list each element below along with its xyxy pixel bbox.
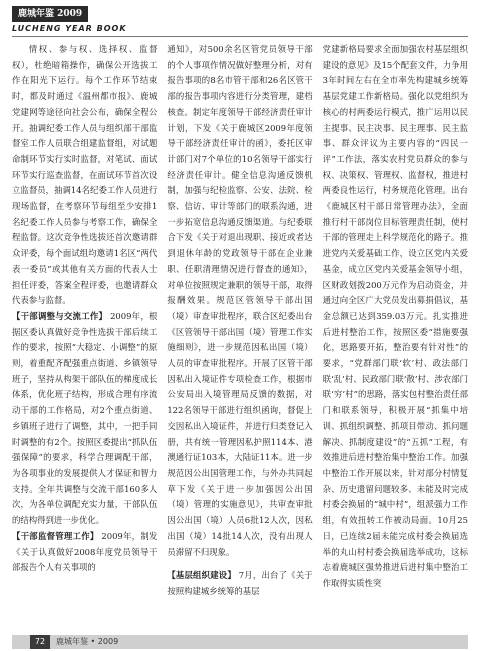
column-1 <box>12 42 157 617</box>
section-body: 7月，出台了《关于按照构建城乡统筹的基层 <box>167 570 313 596</box>
section-body: 2009年，制发《关于认真做好2008年度党员领导干部报告个人有关事项的 <box>12 530 158 573</box>
section-title: 干部调整与交流工作 <box>20 310 99 321</box>
column-3 <box>323 42 468 617</box>
column-2 <box>167 42 312 617</box>
section-bracket-open: 【 <box>12 310 21 321</box>
page-number: 72 <box>30 635 50 649</box>
yearbook-title: 鹿城年鉴 2009 <box>12 6 88 22</box>
section-body: 2009年，根据区委认真做好竞争性选拔干部后续工作的要求，按照“大稳定、小调整”的原则，着重配齐配强重点街道、乡镇领导班子，坚持从构架干部队伍的梯度成长体系，优化班子结构，形成合理有序流动干部的工作格局，对2个重点街道、乡镇班子进行了调整，其中，一把手同时调整的有2个。按照区委提出“抓队伍强保障”的要求，科学合理调配干部，为各项事业的发展提供人才保证和智力支持。全年共调整与交流干部160多人次，为各单位调配充实力量，干部队伍的结构得到进一步优化。 <box>12 310 158 526</box>
section-bracket-open: 【 <box>12 530 21 541</box>
footer-bar <box>12 635 468 649</box>
page-header <box>0 0 480 40</box>
section-title: 干部监督管理工作 <box>20 530 90 541</box>
section-title: 基层组织建设 <box>175 570 228 581</box>
text-columns <box>12 42 468 617</box>
body-paragraph: 情权、参与权、选择权、监督权），杜绝暗箱操作，确保公开选拔工作在阳光下运行。每个工作环节结束时，都及时通过《温州都市报》、鹿城党建网等途径向社会公布，确保全程公开。抽调纪委工作人员与组织部干部监督室工作人员联合组建监督组，对试题命制环节实行实时监督，对笔试、面试环节实行巡查监督，在面试环节首次设立监督员，抽调14名纪委工作人员进行现场监督，在考察环节每组至少安排1名纪委工作人员参与考察工作，确保全程监督。这次竞争性选拔还首次邀请群众评委，每个面试组均邀请1名区“两代表一委员”或其他有关方面的代表人士担任评委，答案全程评委，也邀请群众代表参与监督。 <box>12 44 158 306</box>
section-bracket-open: 【 <box>167 570 176 581</box>
section-bracket-close: 】 <box>89 530 99 541</box>
section-paragraph <box>12 529 157 576</box>
footer-label: 鹿城年鉴 • 2009 <box>56 637 119 646</box>
yearbook-subtitle: LUCHENG YEAR BOOK <box>12 24 127 33</box>
section-paragraph <box>12 309 157 529</box>
section-paragraph <box>167 568 312 599</box>
page-footer <box>0 627 480 651</box>
section-bracket-close: 】 <box>98 310 108 321</box>
section-bracket-close: 】 <box>227 570 236 581</box>
body-paragraph: 党建新格局要求全面加强农村基层组织建设的意见》及15个配套文件，力争用3年时间左右在全市率先构建城乡统筹基层党建工作新格局。强化以党组织为核心的村两委运行模式，推广运用以民主提事、民主决事、民主理事、民主监事、群众评议为主要内容的“四民一评”工作法，落实农村党员群众的参与权、决策权、管理权、监督权，推进村两委良性运行，村务规范化管理。出台《鹿城区村干部日常管理办法》，全面推行村干部岗位目标管理责任制，使村干部的管理走上科学规范化的路子。推进党内关爱基础工作，设立区党内关爱基金，成立区党内关爱基金领导小组，区财政划拨200万元作为启动资金，并通过向全区广大党员发出募捐倡议，基金总额已达到359.03万元。扎实推进后进村整治工作，按照区委“措施要强化，思路要开拓，整治要有针对性”的要求，“党群部门联‘软’村、政法部门联‘乱’村、民政部门联‘散’村、涉农部门联‘穷’村”的思路，落实包村整治责任部门和联系领导，积极开展“抓集中培训、抓组织调整、抓项目带动、抓问题解决、抓制度建设”的“五抓”工程，有效推进后进村整治集中整治工作。加强中整治工作开展以来，针对部分村情复杂、历史遗留问题较多、未能及时完成村委会换届的“城中村”，组派强力工作组，有效扭转工作被动局面。10月25日，已连续2届未能完成村委会换届选举的丸山村村委会换届选举成功，这标志着鹿城区强势推进后进村集中整治工作取得实质性突 <box>322 44 468 588</box>
body-paragraph: 通知》，对500余名区管党员领导干部的个人事项作情况做好整理分析，对有报告事项的8名市管干部和26名区管干部的报告事项内容进行分类管理，建档核查。制定年度领导干部经济责任审计计划，下发《关于鹿城区2009年度领导干部经济责任审计的函》，委托区审计部门对7个单位的10名领导干部实行经济责任审计。健全信息沟通反馈机制，加强与纪检监察、公安、法院、检察、信访、审计等部门的联系沟通，进一步拓宽信息沟通反馈渠道。与纪委联合下发《关于对退出现职、接近或者达到退休年龄的党政领导干部在企业兼职、任职清理情况进行督查的通知》，对单位按照规定兼职的领导干部，取得报酬效果。规范区管领导干部出国（境）审查审批程序，联合区纪委出台《区管领导干部出国（境）管理工作实施细则》，进一步规范因私出国（境）人员的审查审批程序。开展了区管干部因私出入境证件专项检查工作，根据市公安局出入境管理局反馈的数据，对122名领导干部进行组织函询，督促上交因私出入境证件，并进行归类登记入册，共有统一管理因私护照114本、港澳通行证103本，大陆证11本。进一步规范因公出国管理工作，与外办共同起草下发《关于进一步加强因公出国（境）管理的实施意见》，共审查审批因公出国（境）人员6批12人次，因私出国（境）14批14人次，没有出现人员滞留不归现象。 <box>167 44 313 557</box>
header-divider <box>12 36 468 37</box>
